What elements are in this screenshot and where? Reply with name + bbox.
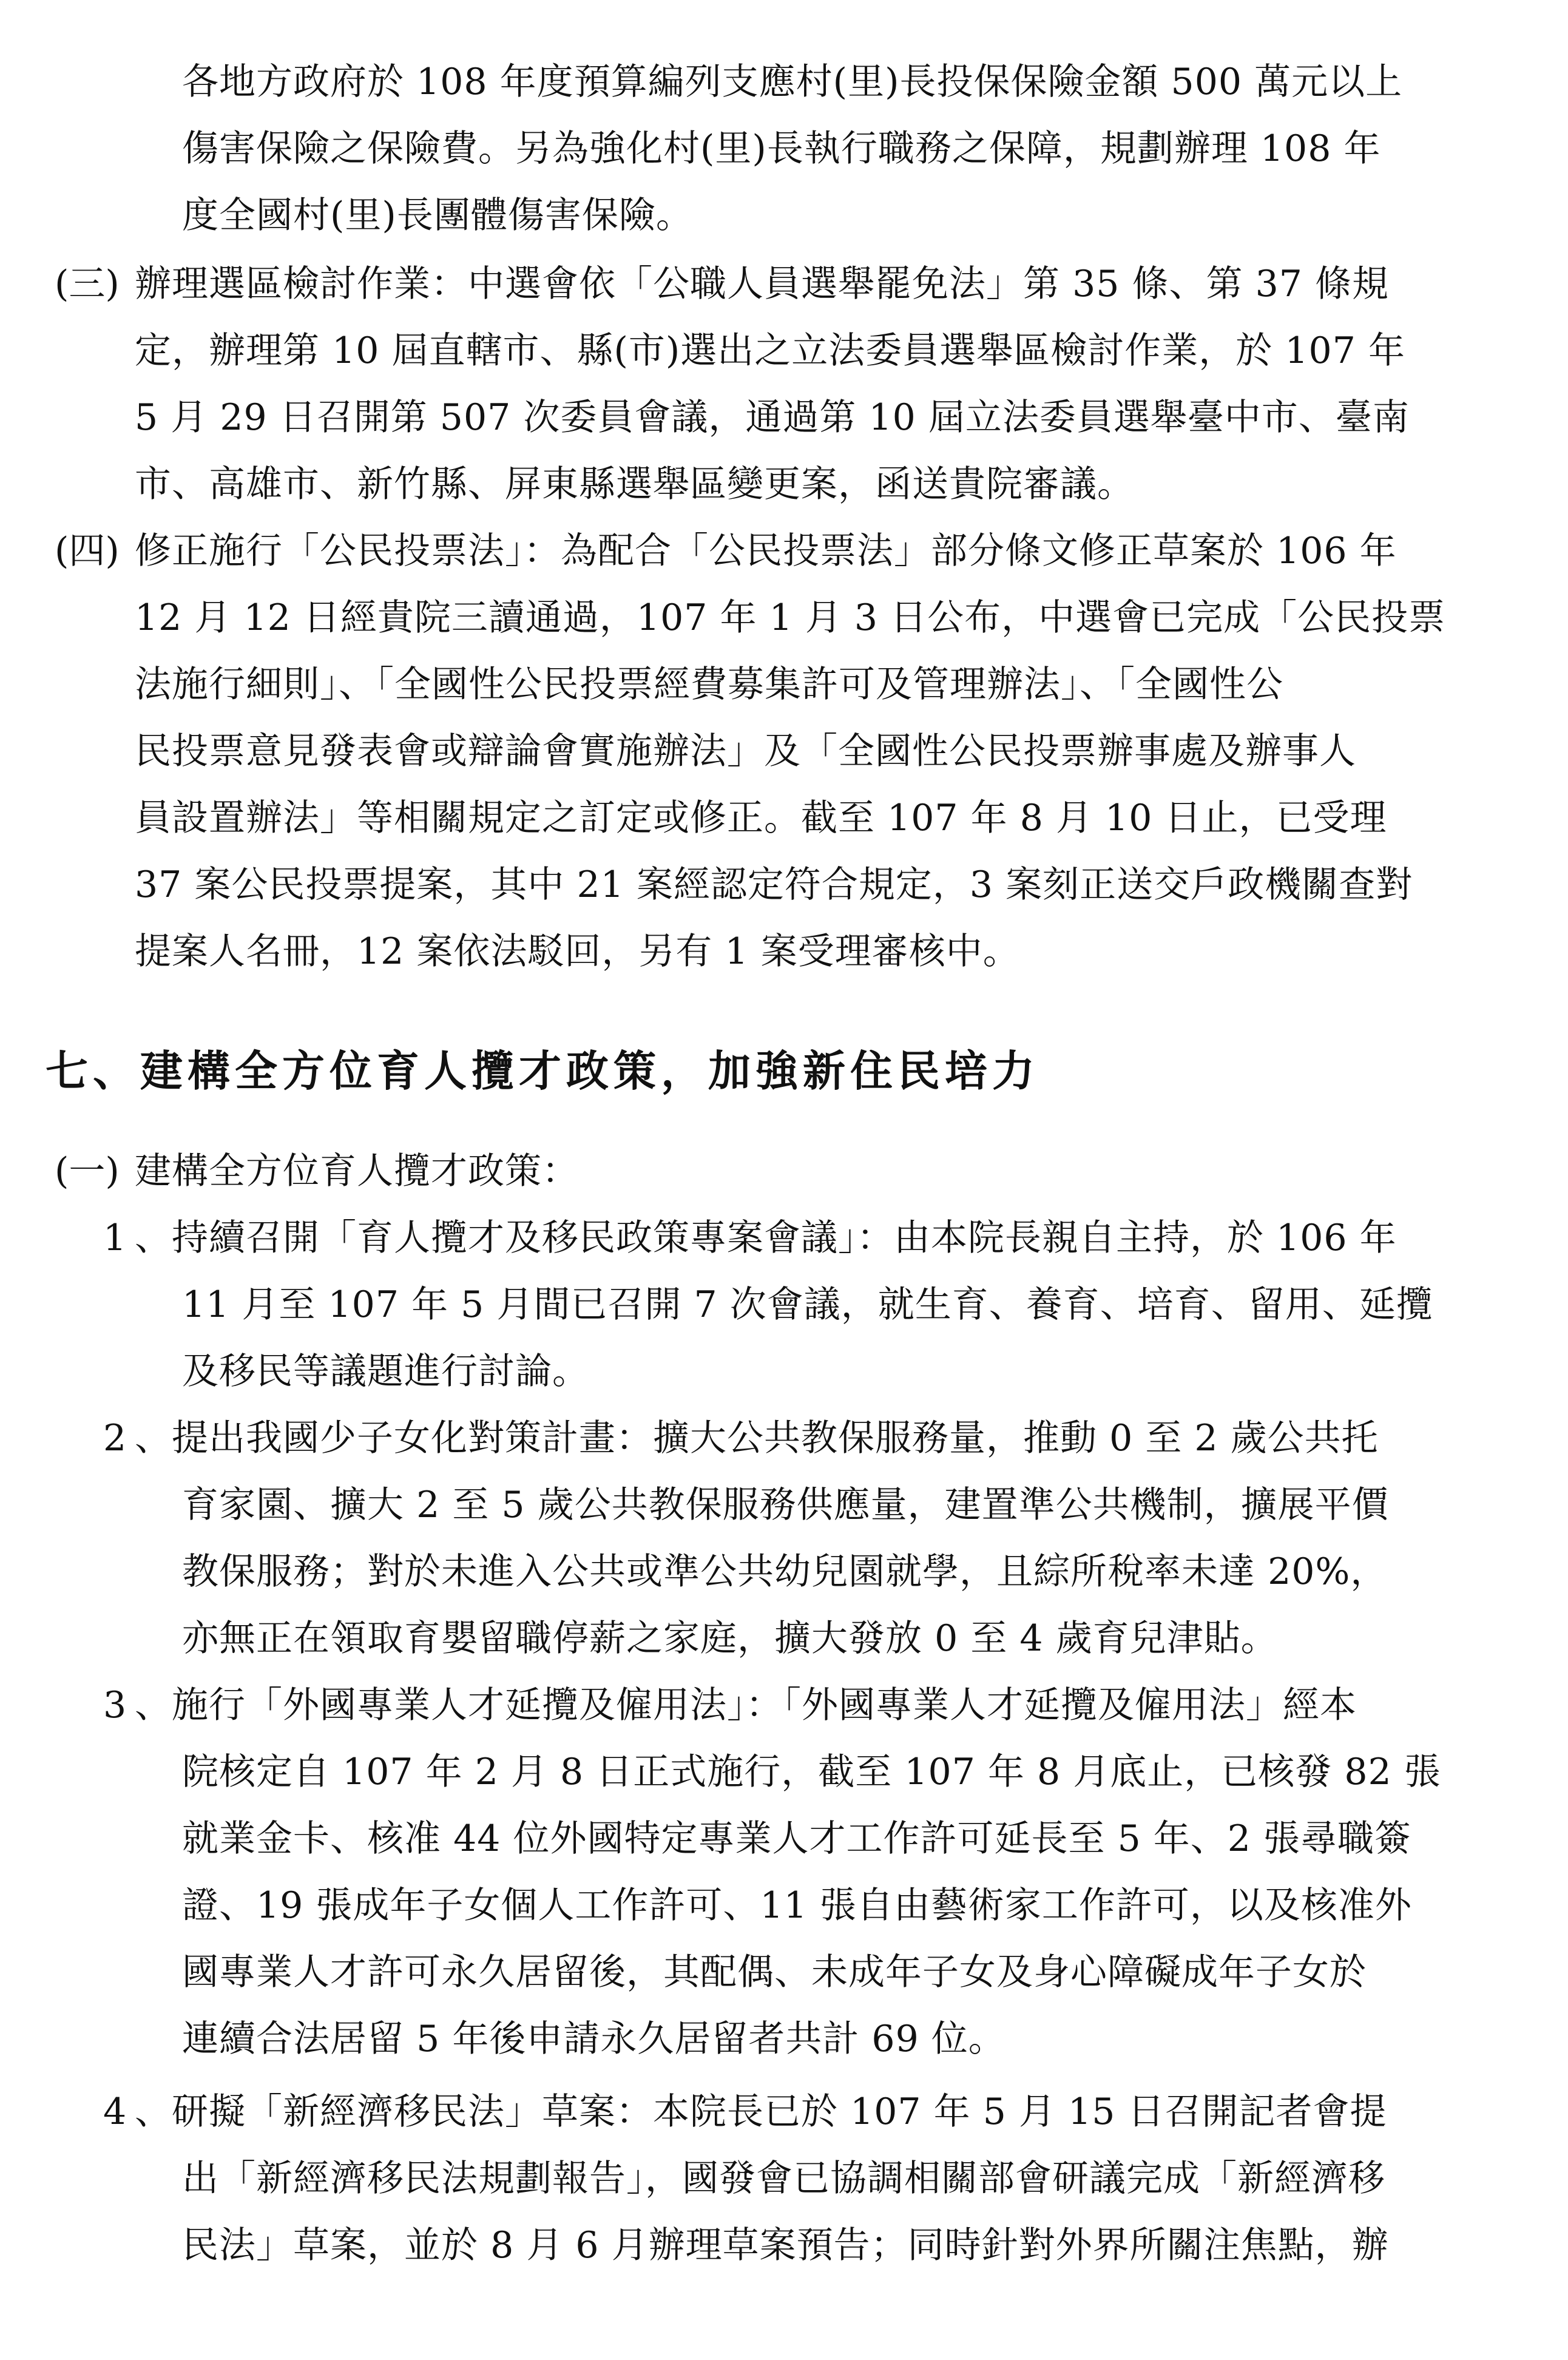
paragraph-line: 民法」草案，並於 8 月 6 月辦理草案預告；同時針對外界所關注焦點，辦: [182, 2224, 1389, 2267]
paragraph-line: 育家園、擴大 2 至 5 歲公共教保服務供應量，建置準公共機制，擴展平價: [182, 1484, 1389, 1526]
item-label: (四): [55, 530, 120, 572]
item-number: 4: [103, 2091, 127, 2133]
paragraph-line: 11 月至 107 年 5 月間已召開 7 次會議，就生育、養育、培育、留用、延攬: [182, 1283, 1433, 1326]
paragraph-line: 國專業人才許可永久居留後，其配偶、未成年子女及身心障礙成年子女於: [182, 1951, 1367, 1993]
paragraph-line: 度全國村(里)長團體傷害保險。: [182, 194, 693, 237]
paragraph-line: 及移民等議題進行討論。: [182, 1350, 589, 1393]
paragraph-line: 、持續召開「育人攬才及移民政策專案會議」：由本院長親自主持，於 106 年: [135, 1217, 1397, 1259]
paragraph-line: 市、高雄市、新竹縣、屏東縣選舉區變更案，函送貴院審議。: [135, 463, 1134, 505]
paragraph-line: 院核定自 107 年 2 月 8 日正式施行，截至 107 年 8 月底止，已核發 82 張: [182, 1751, 1441, 1793]
paragraph-line: 就業金卡、核准 44 位外國特定專業人才工作許可延長至 5 年、2 張尋職簽: [182, 1817, 1412, 1860]
paragraph-line: 提案人名冊，12 案依法駁回，另有 1 案受理審核中。: [135, 930, 1020, 973]
subsection-title: 建構全方位育人攬才政策：: [135, 1150, 579, 1192]
item-number: 3: [103, 1684, 127, 1726]
section-heading: 七、建構全方位育人攬才政策，加強新住民培力: [46, 1046, 1039, 1096]
paragraph-line: 5 月 29 日召開第 507 次委員會議，通過第 10 屆立法委員選舉臺中市、臺南: [135, 396, 1410, 439]
paragraph-line: 、施行「外國專業人才延攬及僱用法」：「外國專業人才延攬及僱用法」經本: [135, 1684, 1357, 1726]
paragraph-line: 民投票意見發表會或辯論會實施辦法」及「全國性公民投票辦事處及辦事人: [135, 730, 1356, 773]
paragraph-line: 各地方政府於 108 年度預算編列支應村(里)長投保保險金額 500 萬元以上: [182, 61, 1403, 103]
paragraph-line: 傷害保險之保險費。另為強化村(里)長執行職務之保障，規劃辦理 108 年: [182, 127, 1381, 170]
paragraph-line: 、提出我國少子女化對策計畫：擴大公共教保服務量，推動 0 至 2 歲公共托: [135, 1417, 1379, 1459]
paragraph-line: 連續合法居留 5 年後申請永久居留者共計 69 位。: [182, 2018, 1005, 2060]
paragraph-line: 出「新經濟移民法規劃報告」，國發會已協調相關部會研議完成「新經濟移: [182, 2157, 1385, 2200]
paragraph-line: 教保服務；對於未進入公共或準公共幼兒園就學，且綜所稅率未達 20%，: [182, 1550, 1388, 1593]
paragraph-line: 、研擬「新經濟移民法」草案：本院長已於 107 年 5 月 15 日召開記者會提: [135, 2091, 1387, 2133]
paragraph-line: 亦無正在領取育嬰留職停薪之家庭，擴大發放 0 至 4 歲育兒津貼。: [182, 1617, 1278, 1660]
item-label: (三): [55, 263, 120, 305]
item-number: 2: [103, 1417, 127, 1459]
paragraph-line: 證、19 張成年子女個人工作許可、11 張自由藝術家工作許可，以及核准外: [182, 1884, 1412, 1927]
paragraph-line: 12 月 12 日經貴院三讀通過，107 年 1 月 3 日公布，中選會已完成「公民投票: [135, 597, 1446, 639]
paragraph-line: 定，辦理第 10 屆直轄市、縣(市)選出之立法委員選舉區檢討作業，於 107 年: [135, 330, 1405, 372]
paragraph-line: 37 案公民投票提案，其中 21 案經認定符合規定，3 案刻正送交戶政機關查對: [135, 864, 1413, 906]
paragraph-line: 修正施行「公民投票法」：為配合「公民投票法」部分條文修正草案於 106 年: [135, 530, 1397, 572]
item-number: 1: [103, 1217, 127, 1259]
paragraph-line: 辦理選區檢討作業：中選會依「公職人員選舉罷免法」第 35 條、第 37 條規: [135, 263, 1389, 305]
paragraph-line: 法施行細則」、「全國性公民投票經費募集許可及管理辦法」、「全國性公: [135, 663, 1283, 706]
subsection-label: (一): [55, 1150, 120, 1192]
paragraph-line: 員設置辦法」等相關規定之訂定或修正。截至 107 年 8 月 10 日止，已受理: [135, 797, 1387, 839]
